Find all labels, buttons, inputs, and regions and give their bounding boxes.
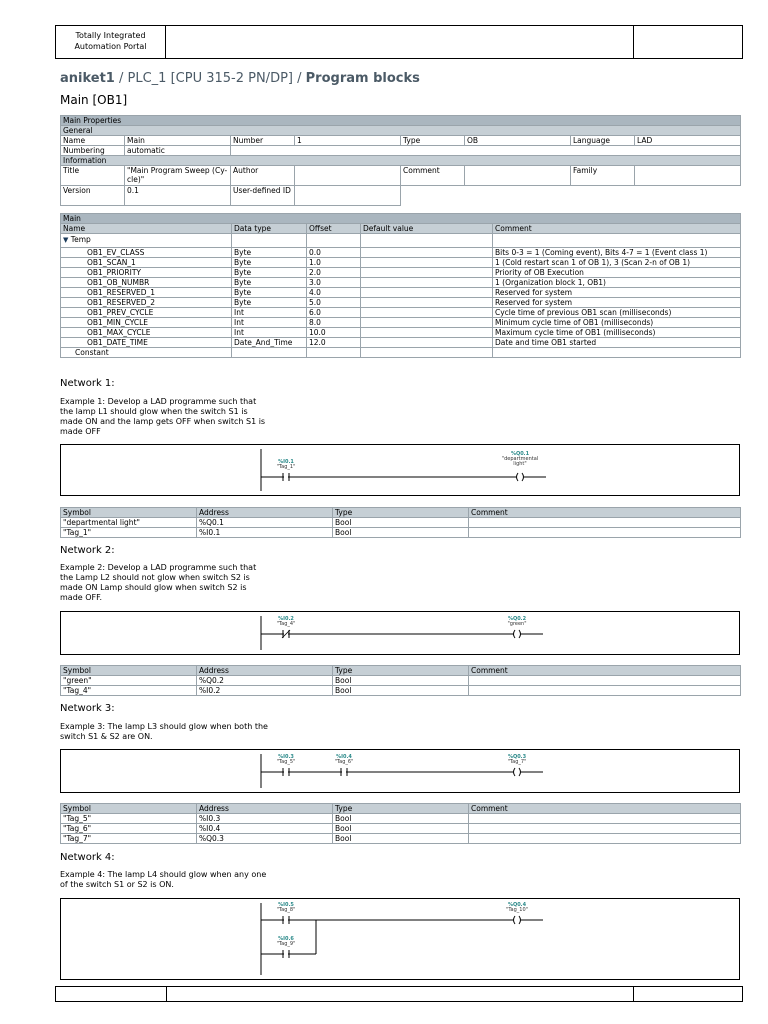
contact-gap xyxy=(342,770,346,774)
project-name: aniket1 xyxy=(60,71,115,86)
empty-cell xyxy=(361,348,493,358)
symbol-cell: Bool xyxy=(333,834,469,844)
section-name: Program blocks xyxy=(305,71,420,86)
prop-label: Version xyxy=(61,186,125,206)
symbol-row xyxy=(61,676,741,686)
symbol-column-header: Comment xyxy=(469,508,741,518)
prop-value: Main xyxy=(125,136,231,146)
symbol-cell: "Tag_7" xyxy=(61,834,197,844)
symbol-cell: %I0.2 xyxy=(197,686,333,696)
empty-cell xyxy=(361,234,493,248)
coil-address: %Q0.2 xyxy=(507,616,527,622)
symbol-cell: Bool xyxy=(333,814,469,824)
contact-1 xyxy=(282,630,290,638)
symbol-cell: %Q0.3 xyxy=(197,834,333,844)
interface-cell: Minimum cycle time of OB1 (milliseconds) xyxy=(493,318,741,328)
symbol-cell xyxy=(469,814,741,824)
contact-tag: "Tag_1" xyxy=(276,464,296,470)
empty-cell xyxy=(307,348,361,358)
empty-cell xyxy=(232,348,307,358)
interface-cell: Byte xyxy=(232,278,307,288)
contact-address: %I0.1 xyxy=(278,459,294,465)
symbol-cell: Bool xyxy=(333,518,469,528)
title-sep: / xyxy=(114,71,128,86)
interface-cell: Byte xyxy=(232,268,307,278)
caret-down-icon[interactable]: ▼ xyxy=(63,236,69,244)
coil-gap xyxy=(514,632,520,636)
symbol-cell: "departmental light" xyxy=(61,518,197,528)
main-properties-header: Main Properties xyxy=(61,116,741,126)
ladder-svg xyxy=(61,750,739,792)
interface-cell: Date_And_Time xyxy=(232,338,307,348)
contact-tag: "Tag_6" xyxy=(334,759,354,765)
symbol-column-header: Symbol xyxy=(61,508,197,518)
ladder-svg xyxy=(61,612,739,654)
footer-divider xyxy=(633,987,634,1001)
coil-tag: "Tag_10" xyxy=(506,907,528,913)
interface-row xyxy=(61,298,741,308)
interface-cell: OB1_SCAN_1 xyxy=(61,258,232,268)
coil-tag: "departmental xyxy=(501,456,539,462)
empty-cell xyxy=(231,146,741,156)
symbol-cell xyxy=(469,676,741,686)
interface-cell xyxy=(361,328,493,338)
interface-cell: OB1_RESERVED_2 xyxy=(61,298,232,308)
network-3-title: Network 3: xyxy=(60,703,115,714)
interface-cell xyxy=(361,338,493,348)
coil-address: %Q0.1 xyxy=(510,451,530,457)
symbol-cell xyxy=(469,686,741,696)
page-footer-frame xyxy=(55,986,743,1002)
interface-cell: OB1_PRIORITY xyxy=(61,268,232,278)
main-properties-table xyxy=(60,115,741,206)
interface-section-header: Main xyxy=(61,214,741,224)
ladder-network-3 xyxy=(60,749,740,793)
symbol-column-header: Address xyxy=(197,508,333,518)
interface-row xyxy=(61,258,741,268)
block-name: Main [OB1] xyxy=(60,93,128,107)
coil-gap xyxy=(517,475,523,479)
prop-label: Name xyxy=(61,136,125,146)
ladder-svg xyxy=(61,899,739,979)
empty-cell xyxy=(493,348,741,358)
interface-table xyxy=(60,213,741,358)
coil-tag-line2: light" xyxy=(513,461,527,467)
interface-cell: OB1_EV_CLASS xyxy=(61,248,232,258)
interface-cell: Int xyxy=(232,308,307,318)
network-1-title: Network 1: xyxy=(60,378,115,389)
symbol-column-header: Address xyxy=(197,804,333,814)
interface-cell xyxy=(361,298,493,308)
ladder-network-4 xyxy=(60,898,740,980)
contact-tag: "Tag_9" xyxy=(276,941,296,947)
coil-tag: "Tag_7" xyxy=(507,759,527,765)
symbol-cell: Bool xyxy=(333,676,469,686)
symbol-table-1 xyxy=(60,507,741,538)
interface-cell: Byte xyxy=(232,288,307,298)
symbol-cell: Bool xyxy=(333,528,469,538)
prop-value: "Main Program Sweep (Cy- cle)" xyxy=(125,166,231,186)
plc-name: PLC_1 [CPU 315-2 PN/DP] xyxy=(127,71,293,86)
interface-row xyxy=(61,278,741,288)
symbol-row xyxy=(61,528,741,538)
interface-cell: Cycle time of previous OB1 scan (milliseconds) xyxy=(493,308,741,318)
empty-cell xyxy=(493,234,741,248)
network-4-desc: Example 4: The lamp L4 should glow when any one of the switch S1 or S2 is ON. xyxy=(60,870,267,889)
symbol-cell xyxy=(469,518,741,528)
contact-tag: "Tag_4" xyxy=(276,621,296,627)
contact-gap xyxy=(284,918,288,922)
symbol-column-header: Type xyxy=(333,666,469,676)
interface-cell: OB1_MAX_CYCLE xyxy=(61,328,232,338)
contact-address: %I0.3 xyxy=(278,754,294,760)
interface-cell: 6.0 xyxy=(307,308,361,318)
contact-tag: "Tag_8" xyxy=(276,907,296,913)
prop-value: LAD xyxy=(635,136,741,146)
symbol-column-header: Type xyxy=(333,508,469,518)
information-header: Information xyxy=(61,156,741,166)
interface-row xyxy=(61,288,741,298)
empty-cell xyxy=(401,186,741,206)
symbol-column-header: Symbol xyxy=(61,666,197,676)
ladder-network-2 xyxy=(60,611,740,655)
header-divider xyxy=(633,26,634,58)
column-header: Default value xyxy=(361,224,493,234)
symbol-cell: "Tag_1" xyxy=(61,528,197,538)
contact-tag: "Tag_5" xyxy=(276,759,296,765)
coil-address: %Q0.4 xyxy=(507,902,527,908)
interface-cell: 1 (Organization block 1, OB1) xyxy=(493,278,741,288)
interface-cell: Int xyxy=(232,318,307,328)
coil-gap xyxy=(514,770,520,774)
symbol-row xyxy=(61,824,741,834)
prop-label: User-defined ID xyxy=(231,186,295,206)
prop-value xyxy=(295,166,401,186)
network-1-desc: Example 1: Develop a LAD programme such that the lamp L1 should glow when the switch S1 is made ON and the lamp gets OFF when switch S1 is made OFF xyxy=(60,397,266,436)
symbol-row xyxy=(61,686,741,696)
prop-value: OB xyxy=(465,136,571,146)
symbol-cell xyxy=(469,834,741,844)
temp-row[interactable] xyxy=(61,234,232,248)
column-header: Offset xyxy=(307,224,361,234)
interface-cell: OB1_MIN_CYCLE xyxy=(61,318,232,328)
interface-cell: 8.0 xyxy=(307,318,361,328)
prop-value: automatic xyxy=(125,146,231,156)
contact-address: %I0.4 xyxy=(336,754,352,760)
portal-label xyxy=(56,26,166,58)
page-title xyxy=(60,71,420,86)
interface-cell xyxy=(361,318,493,328)
interface-cell: Bits 0-3 = 1 (Coming event), Bits 4-7 = 1 (Event class 1) xyxy=(493,248,741,258)
interface-cell: OB1_DATE_TIME xyxy=(61,338,232,348)
interface-cell: OB1_PREV_CYCLE xyxy=(61,308,232,318)
prop-label: Language xyxy=(571,136,635,146)
contact-gap xyxy=(284,770,288,774)
interface-cell: Reserved for system xyxy=(493,298,741,308)
coil-gap xyxy=(514,918,520,922)
interface-cell: Date and time OB1 started xyxy=(493,338,741,348)
interface-cell: Priority of OB Execution xyxy=(493,268,741,278)
interface-row xyxy=(61,268,741,278)
symbol-column-header: Comment xyxy=(469,804,741,814)
column-header: Name xyxy=(61,224,232,234)
contact-address: %I0.6 xyxy=(278,936,294,942)
interface-row xyxy=(61,318,741,328)
symbol-column-header: Address xyxy=(197,666,333,676)
contact-gap xyxy=(284,475,288,479)
symbol-cell: %Q0.1 xyxy=(197,518,333,528)
symbol-cell xyxy=(469,824,741,834)
constant-label: Constant xyxy=(61,348,232,358)
interface-cell: Int xyxy=(232,328,307,338)
general-header: General xyxy=(61,126,741,136)
interface-cell: 10.0 xyxy=(307,328,361,338)
symbol-row xyxy=(61,518,741,528)
interface-row xyxy=(61,308,741,318)
footer-divider xyxy=(166,987,167,1001)
symbol-cell: %Q0.2 xyxy=(197,676,333,686)
interface-cell xyxy=(361,288,493,298)
prop-value xyxy=(465,166,571,186)
coil-address: %Q0.3 xyxy=(507,754,527,760)
symbol-table-3 xyxy=(60,803,741,844)
interface-cell xyxy=(361,278,493,288)
symbol-column-header: Type xyxy=(333,804,469,814)
prop-label: Title xyxy=(61,166,125,186)
symbol-cell: Bool xyxy=(333,824,469,834)
interface-cell: 5.0 xyxy=(307,298,361,308)
interface-cell: 2.0 xyxy=(307,268,361,278)
empty-cell xyxy=(232,234,307,248)
ladder-svg xyxy=(61,445,739,495)
prop-label: Comment xyxy=(401,166,465,186)
interface-cell xyxy=(361,248,493,258)
interface-cell: OB1_RESERVED_1 xyxy=(61,288,232,298)
interface-cell: Byte xyxy=(232,248,307,258)
network-4-title: Network 4: xyxy=(60,852,115,863)
interface-cell: 1 (Cold restart scan 1 of OB 1), 3 (Scan 2-n of OB 1) xyxy=(493,258,741,268)
interface-cell: 1.0 xyxy=(307,258,361,268)
interface-row xyxy=(61,338,741,348)
symbol-cell: %I0.3 xyxy=(197,814,333,824)
network-3-desc: Example 3: The lamp L3 should glow when both the switch S1 & S2 are ON. xyxy=(60,722,268,741)
symbol-cell: "Tag_4" xyxy=(61,686,197,696)
interface-row xyxy=(61,248,741,258)
interface-cell: Byte xyxy=(232,258,307,268)
contact-address: %I0.5 xyxy=(278,902,294,908)
prop-label: Number xyxy=(231,136,295,146)
interface-cell xyxy=(361,258,493,268)
portal-line-1: Totally Integrated xyxy=(75,31,146,40)
interface-cell xyxy=(361,268,493,278)
interface-cell: OB1_OB_NUMBR xyxy=(61,278,232,288)
prop-label: Numbering xyxy=(61,146,125,156)
symbol-cell: "Tag_6" xyxy=(61,824,197,834)
network-2-desc: Example 2: Develop a LAD programme such that the Lamp L2 should not glow when switch S2 is made ON Lamp should glow when switch S2 is made OFF. xyxy=(60,563,257,602)
interface-cell: 0.0 xyxy=(307,248,361,258)
prop-value xyxy=(635,166,741,186)
prop-value xyxy=(295,186,401,206)
contact-gap xyxy=(284,952,288,956)
symbol-cell xyxy=(469,528,741,538)
symbol-cell: %I0.1 xyxy=(197,528,333,538)
network-2-title: Network 2: xyxy=(60,545,115,556)
symbol-table-2 xyxy=(60,665,741,696)
interface-cell xyxy=(361,308,493,318)
interface-row xyxy=(61,328,741,338)
temp-label: Temp xyxy=(70,235,91,244)
title-sep: / xyxy=(293,71,306,86)
symbol-row xyxy=(61,814,741,824)
column-header: Data type xyxy=(232,224,307,234)
symbol-column-header: Comment xyxy=(469,666,741,676)
empty-cell xyxy=(307,234,361,248)
page-header-frame xyxy=(55,25,743,59)
prop-value: 1 xyxy=(295,136,401,146)
interface-cell: 4.0 xyxy=(307,288,361,298)
prop-label: Family xyxy=(571,166,635,186)
interface-cell: Maximum cycle time of OB1 (milliseconds) xyxy=(493,328,741,338)
portal-line-2: Automation Portal xyxy=(74,42,147,51)
interface-cell: 12.0 xyxy=(307,338,361,348)
symbol-column-header: Symbol xyxy=(61,804,197,814)
prop-label: Type xyxy=(401,136,465,146)
symbol-row xyxy=(61,834,741,844)
column-header: Comment xyxy=(493,224,741,234)
symbol-cell: Bool xyxy=(333,686,469,696)
interface-cell: 3.0 xyxy=(307,278,361,288)
symbol-cell: %I0.4 xyxy=(197,824,333,834)
interface-cell: Byte xyxy=(232,298,307,308)
symbol-cell: "green" xyxy=(61,676,197,686)
symbol-cell: "Tag_5" xyxy=(61,814,197,824)
coil-tag: "green" xyxy=(507,621,527,627)
interface-cell: Reserved for system xyxy=(493,288,741,298)
prop-label: Author xyxy=(231,166,295,186)
contact-address: %I0.2 xyxy=(278,616,294,622)
prop-value: 0.1 xyxy=(125,186,231,206)
ladder-network-1 xyxy=(60,444,740,496)
